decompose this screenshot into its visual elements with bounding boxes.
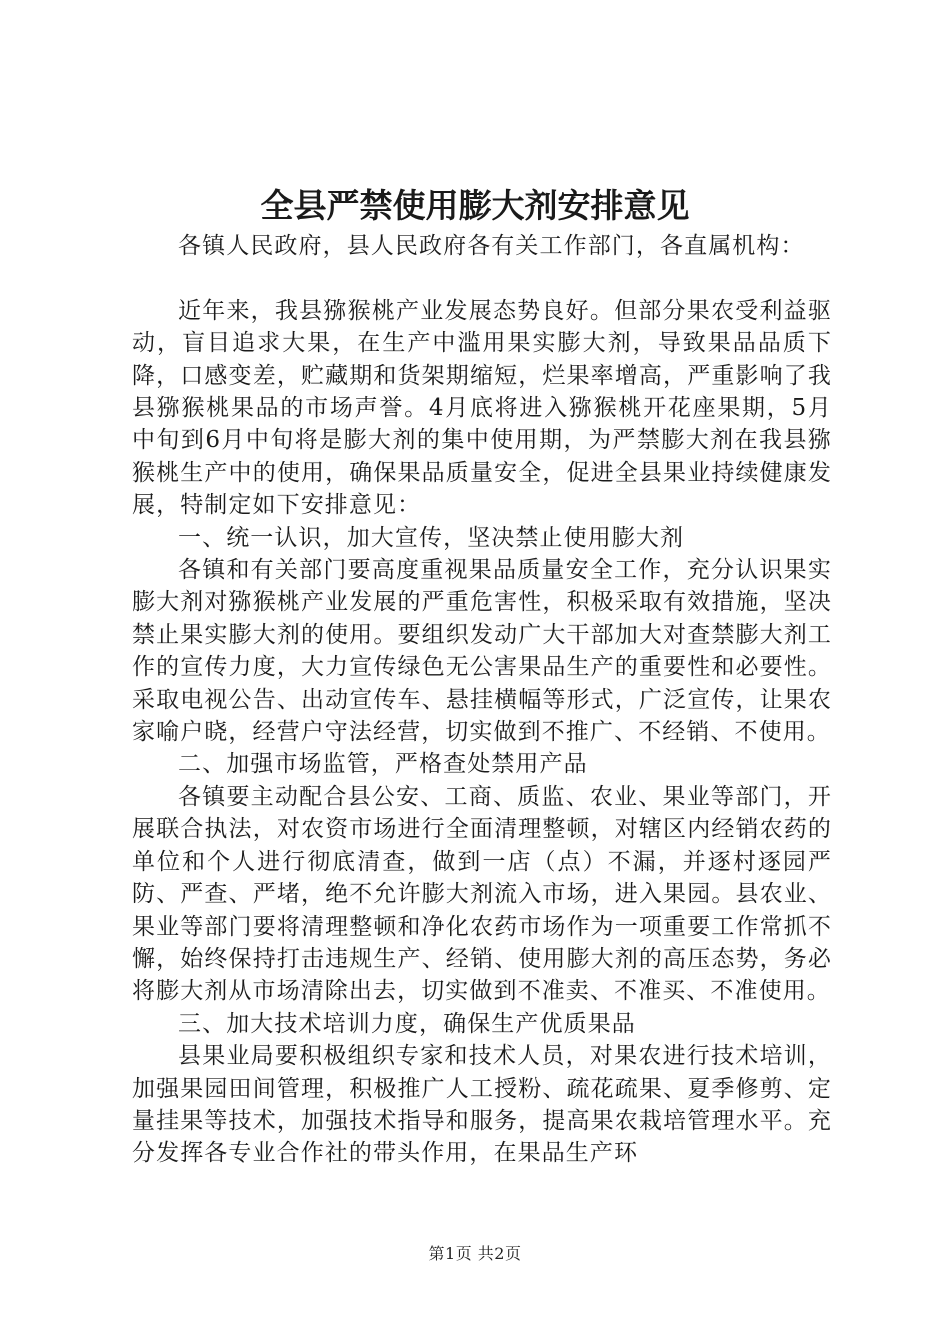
section-heading-2: 二、加强市场监管，严格查处禁用产品 xyxy=(178,751,588,778)
blank-line xyxy=(132,262,832,294)
paragraph-intro: 近年来，我县猕猴桃产业发展态势良好。但部分果农受利益驱动，盲目追求大果，在生产中滥用果实膨大剂，导致果品品质下降，口感变差，贮藏期和货架期缩短，烂果率增高，严重影响了我县猕猴桃果品的市场声誉。4月底将进入猕猴桃开花座果期，5月中旬到6月中旬将是膨大剂的集中使用期，为严禁膨大剂在我县猕猴桃生产中的使用，确保果品质量安全，促进全县果业持续健康发展，特制定如下安排意见： xyxy=(132,297,832,519)
document-body xyxy=(132,230,832,1170)
paragraph-section-1: 各镇和有关部门要高度重视果品质量安全工作，充分认识果实膨大剂对猕猴桃产业发展的严重危害性，积极采取有效措施，坚决禁止果实膨大剂的使用。要组织发动广大干部加大对查禁膨大剂工作的宣传力度，大力宣传绿色无公害果品生产的重要性和必要性。采取电视公告、出动宣传车、悬挂横幅等形式，广泛宣传，让果农家喻户晓，经营户守法经营，切实做到不推广、不经销、不使用。 xyxy=(132,557,832,746)
section-heading-1: 一、统一认识，加大宣传，坚决禁止使用膨大剂 xyxy=(178,524,685,551)
paragraph-section-2: 各镇要主动配合县公安、工商、质监、农业、果业等部门，开展联合执法，对农资市场进行全面清理整顿，对辖区内经销农药的单位和个人进行彻底清查，做到一店（点）不漏，并逐村逐园严防、严查、严堵，绝不允许膨大剂流入市场，进入果园。县农业、果业等部门要将清理整顿和净化农药市场作为一项重要工作常抓不懈，始终保持打击违规生产、经销、使用膨大剂的高压态势，务必将膨大剂从市场清除出去，切实做到不准卖、不准买、不准使用。 xyxy=(132,783,832,1005)
paragraph-section-3: 县果业局要积极组织专家和技术人员，对果农进行技术培训，加强果园田间管理，积极推广人工授粉、疏花疏果、夏季修剪、定量挂果等技术，加强技术指导和服务，提高果农栽培管理水平。充分发挥各专业合作社的带头作用，在果品生产环 xyxy=(132,1043,832,1167)
salutation: 各镇人民政府，县人民政府各有关工作部门，各直属机构： xyxy=(178,233,805,259)
section-heading-3: 三、加大技术培训力度，确保生产优质果品 xyxy=(178,1010,636,1037)
document-title: 全县严禁使用膨大剂安排意见 xyxy=(260,186,690,225)
page-number: 第1页 共2页 xyxy=(428,1244,522,1263)
